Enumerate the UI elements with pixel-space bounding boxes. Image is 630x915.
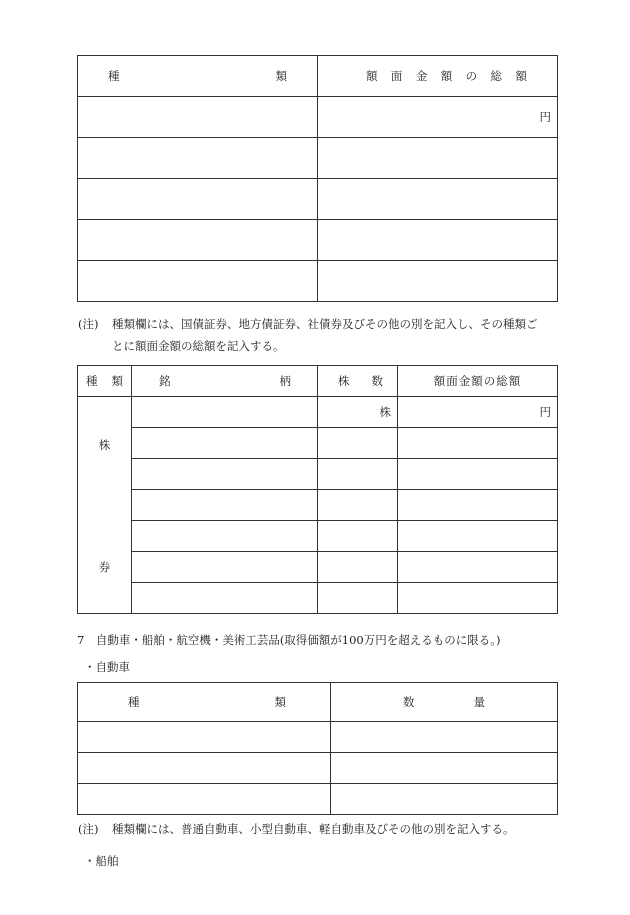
amount-cell[interactable]	[398, 583, 558, 614]
table-row	[78, 138, 558, 179]
issue-name-cell[interactable]	[132, 552, 318, 583]
note-car: (注) 種類欄には、普通自動車、小型自動車、軽自動車及びその他の別を記入する。	[78, 822, 515, 836]
amount-cell[interactable]	[398, 552, 558, 583]
issue-name-cell[interactable]	[132, 459, 318, 490]
yen-unit[interactable]: 円	[398, 397, 558, 428]
kind-stock-cell: 株 券	[78, 397, 132, 614]
kind-cell[interactable]	[78, 179, 318, 220]
shares-cell[interactable]	[318, 521, 398, 552]
issue-name-cell[interactable]	[132, 521, 318, 552]
kind-cell[interactable]	[78, 220, 318, 261]
amount-cell[interactable]	[318, 138, 558, 179]
quantity-cell[interactable]	[331, 753, 558, 784]
amount-cell[interactable]	[398, 428, 558, 459]
amount-cell[interactable]	[318, 261, 558, 302]
kind-cell[interactable]	[78, 97, 318, 138]
section-7-heading: 7 自動車・船舶・航空機・美術工芸品(取得価額が100万円を超えるものに限る。)	[77, 633, 501, 647]
issue-name-cell[interactable]	[132, 490, 318, 521]
header-kind: 種 類	[78, 366, 132, 397]
subheading-ship: ・船舶	[84, 854, 119, 868]
issue-name-cell[interactable]	[132, 397, 318, 428]
header-kind: 種 類	[78, 683, 331, 722]
table-row	[78, 261, 558, 302]
header-kind: 種 類	[78, 56, 318, 97]
table-row	[78, 397, 558, 428]
header-share-count: 株 数	[318, 366, 398, 397]
amount-cell[interactable]	[398, 521, 558, 552]
shares-cell[interactable]	[318, 459, 398, 490]
securities-table	[77, 55, 558, 302]
table-row	[78, 753, 558, 784]
amount-cell[interactable]	[318, 179, 558, 220]
quantity-cell[interactable]	[331, 722, 558, 753]
amount-cell[interactable]	[398, 490, 558, 521]
table-row	[78, 552, 558, 583]
shares-cell[interactable]	[318, 490, 398, 521]
shares-cell[interactable]	[318, 428, 398, 459]
amount-cell[interactable]	[318, 220, 558, 261]
kind-cell[interactable]	[78, 722, 331, 753]
table-row	[78, 220, 558, 261]
table-row	[78, 459, 558, 490]
kind-cell[interactable]	[78, 261, 318, 302]
shares-cell[interactable]	[318, 552, 398, 583]
table-row	[78, 722, 558, 753]
table-row	[78, 784, 558, 815]
issue-name-cell[interactable]	[132, 428, 318, 459]
header-face-value-total: 額面金額の総額	[398, 366, 558, 397]
table-row	[78, 521, 558, 552]
quantity-cell[interactable]	[331, 784, 558, 815]
kind-cell[interactable]	[78, 784, 331, 815]
stock-table	[77, 365, 558, 614]
table-row	[78, 428, 558, 459]
table-header-row	[78, 56, 558, 97]
amount-cell[interactable]	[398, 459, 558, 490]
header-quantity: 数 量	[331, 683, 558, 722]
kind-cell[interactable]	[78, 753, 331, 784]
note-securities: (注) 種類欄には、国債証券、地方債証券、社債券及びその他の別を記入し、その種類ご とに額面金額の総額を記入する。	[78, 317, 538, 353]
kind-cell[interactable]	[78, 138, 318, 179]
header-issue-name: 銘 柄	[132, 366, 318, 397]
yen-unit[interactable]: 円	[318, 97, 558, 138]
header-face-value-total: 額 面 金 額 の 総 額	[318, 56, 558, 97]
shares-unit[interactable]: 株	[318, 397, 398, 428]
shares-cell[interactable]	[318, 583, 398, 614]
table-row	[78, 97, 558, 138]
table-row	[78, 179, 558, 220]
subheading-car: ・自動車	[84, 660, 130, 674]
car-table	[77, 682, 558, 815]
table-header-row	[78, 366, 558, 397]
table-row	[78, 490, 558, 521]
table-row	[78, 583, 558, 614]
issue-name-cell[interactable]	[132, 583, 318, 614]
table-header-row	[78, 683, 558, 722]
